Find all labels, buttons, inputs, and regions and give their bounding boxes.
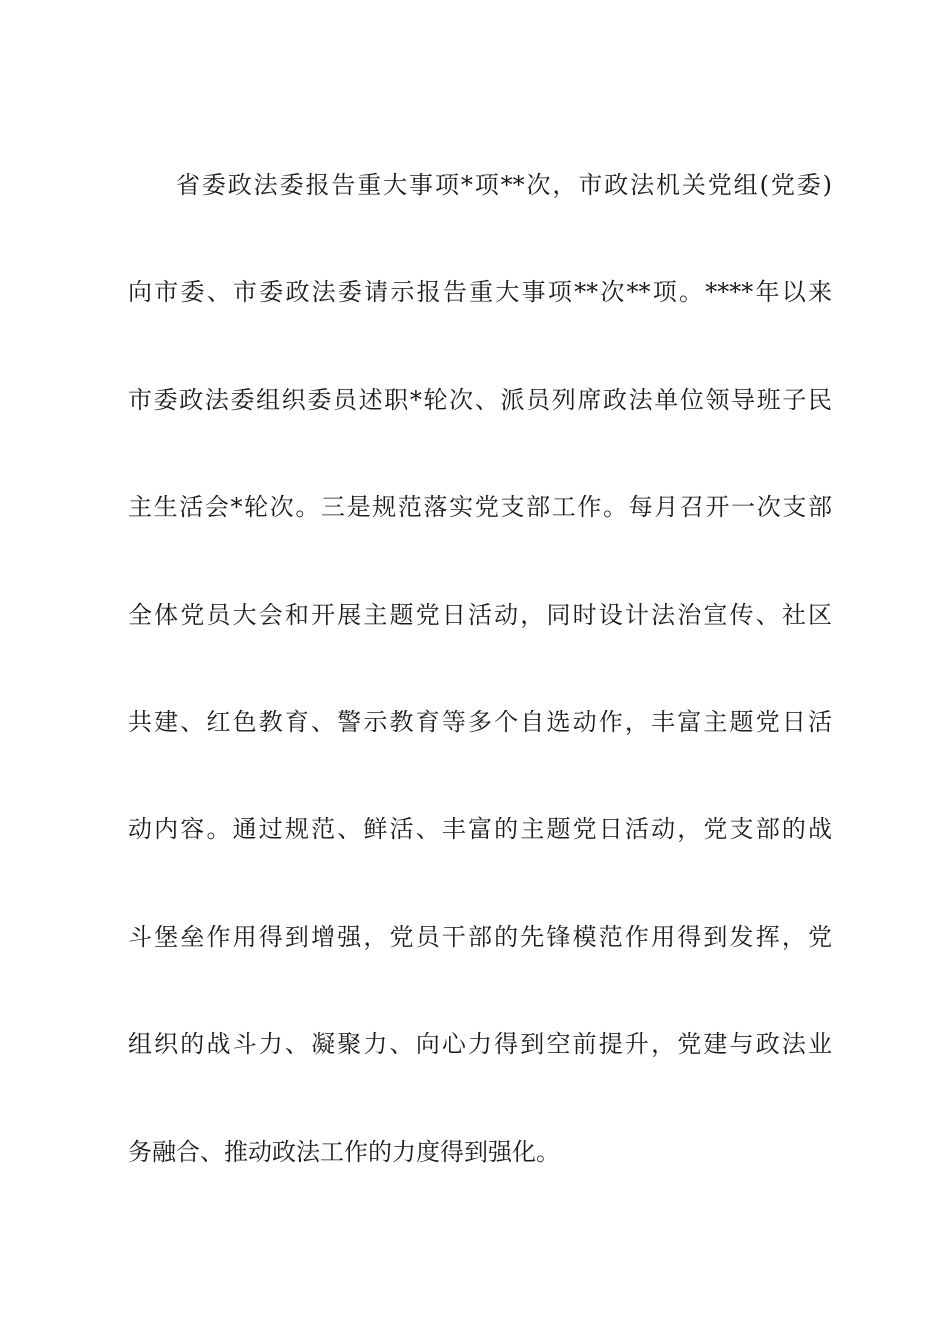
paragraph-line-1: 省委政法委报告重大事项*项**次，市政法机关党组(党委) [176, 171, 832, 199]
paragraph-line-5: 全体党员大会和开展主题党日活动，同时设计法治宣传、社区 [128, 600, 832, 629]
paragraph-line-4: 主生活会*轮次。三是规范落实党支部工作。每月召开一次支部 [128, 493, 832, 522]
paragraph-line-2: 向市委、市委政法委请示报告重大事项**次**项。****年以来 [128, 278, 832, 307]
paragraph-line-10: 务融合、推动政法工作的力度得到强化。 [128, 1137, 560, 1166]
paragraph-line-8: 斗堡垒作用得到增强，党员干部的先锋模范作用得到发挥，党 [128, 922, 832, 951]
paragraph-line-7: 动内容。通过规范、鲜活、丰富的主题党日活动，党支部的战 [128, 815, 832, 844]
body-paragraph [128, 162, 832, 1175]
paragraph-line-6: 共建、红色教育、警示教育等多个自选动作，丰富主题党日活 [128, 707, 832, 736]
paragraph-line-9: 组织的战斗力、凝聚力、向心力得到空前提升，党建与政法业 [128, 1030, 832, 1059]
paragraph-line-3: 市委政法委组织委员述职*轮次、派员列席政法单位领导班子民 [128, 385, 832, 414]
